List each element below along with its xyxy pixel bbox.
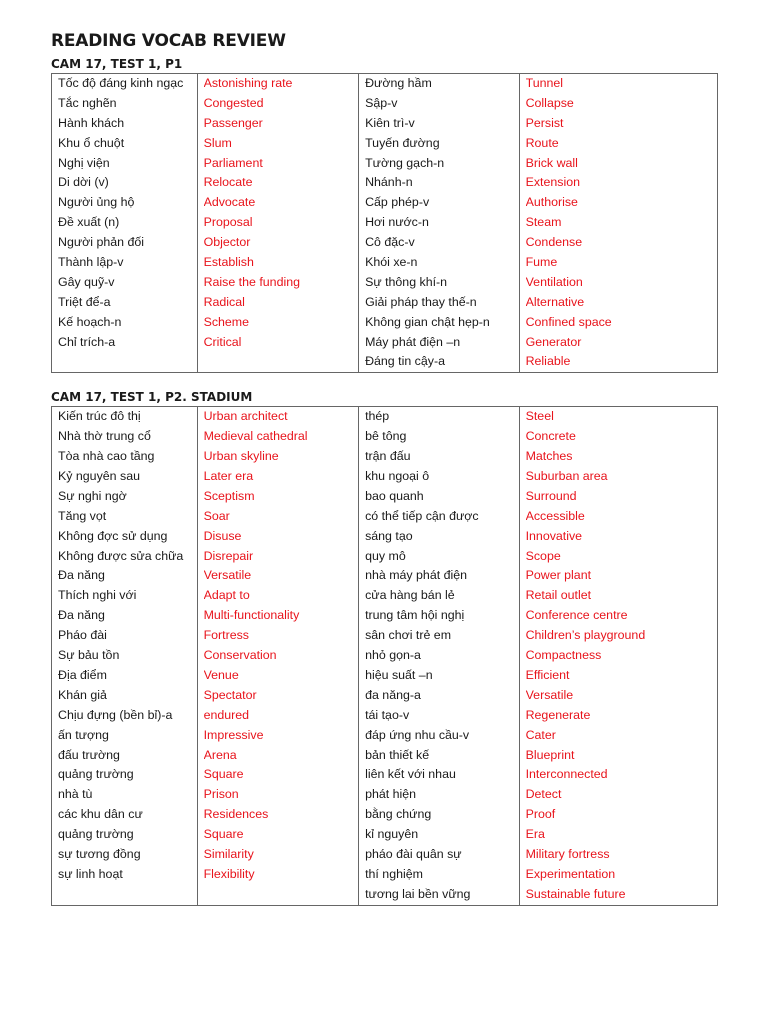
english-term: Astonishing rate xyxy=(203,76,293,90)
vietnamese-term: Tăng vọt xyxy=(58,508,107,523)
english-term: Versatile xyxy=(203,568,252,583)
english-term: Urban architect xyxy=(203,409,288,424)
english-term: Arena xyxy=(203,747,237,762)
vietnamese-term: Khán giả xyxy=(58,687,107,702)
vietnamese-term: liên kết với nhau xyxy=(365,767,456,782)
vietnamese-term: Tường gạch-n xyxy=(365,155,445,170)
vietnamese-term: Nhánh-n xyxy=(365,175,413,190)
english-column-left xyxy=(197,407,359,904)
english-term: Soar xyxy=(203,508,230,523)
vietnamese-term: Cô đặc-v xyxy=(365,235,415,250)
vietnamese-term: Sự bảu tồn xyxy=(58,648,120,663)
document-title: READING VOCAB REVIEW xyxy=(51,31,286,51)
english-term: Versatile xyxy=(525,687,574,702)
vietnamese-term: trung tâm hội nghị xyxy=(365,608,465,623)
english-term: Authorise xyxy=(525,195,578,210)
vietnamese-term: tái tạo-v xyxy=(365,707,410,722)
english-term: Efficient xyxy=(525,667,570,682)
vietnamese-term: Đáng tin cậy-a xyxy=(365,354,445,369)
english-term: Parliament xyxy=(203,155,263,170)
english-term: Experimentation xyxy=(525,866,616,881)
english-term: Sceptism xyxy=(203,488,255,503)
vietnamese-term: bản thiết kế xyxy=(365,747,430,762)
english-term: Prison xyxy=(203,787,239,802)
vietnamese-term: Tốc độ đáng kinh ngạc xyxy=(58,76,184,90)
english-term: Compactness xyxy=(525,648,602,663)
english-term: Impressive xyxy=(203,727,264,742)
english-term: Proposal xyxy=(203,215,253,230)
english-term: Steel xyxy=(525,409,554,424)
english-term: Alternative xyxy=(525,294,585,309)
vietnamese-term: đấu trường xyxy=(58,747,120,762)
vietnamese-term: đa năng-a xyxy=(365,687,421,702)
english-term: Conservation xyxy=(203,648,277,663)
english-column-left xyxy=(197,74,359,372)
vietnamese-term: Kỷ nguyên sau xyxy=(58,469,140,484)
document-page xyxy=(51,30,718,906)
vietnamese-term: Địa điểm xyxy=(58,667,107,682)
vietnamese-term: ấn tượng xyxy=(58,727,109,742)
vietnamese-term: kỉ nguyên xyxy=(365,827,419,842)
section-1-title: CAM 17, TEST 1, P1 xyxy=(51,57,183,71)
english-term: Brick wall xyxy=(525,155,578,170)
english-term: Radical xyxy=(203,294,245,309)
english-term: Detect xyxy=(525,787,562,802)
english-term: Retail outlet xyxy=(525,588,592,603)
english-term: Sustainable future xyxy=(525,886,626,901)
vietnamese-term: Kiến trúc đô thị xyxy=(58,409,141,424)
vietnamese-term: đáp ứng nhu cầu-v xyxy=(365,727,470,742)
english-term: Military fortress xyxy=(525,846,610,861)
vietnamese-term: Pháo đài xyxy=(58,628,107,643)
english-term: Square xyxy=(203,767,244,782)
vietnamese-term: Không gian chật hẹp-n xyxy=(365,314,490,329)
english-term: Scope xyxy=(525,548,561,563)
vietnamese-term: sự linh hoạt xyxy=(58,866,123,881)
vietnamese-column-right xyxy=(358,74,519,372)
vietnamese-term: sự tương đồng xyxy=(58,846,141,861)
vietnamese-term: bao quanh xyxy=(365,488,424,503)
english-term: Generator xyxy=(525,334,582,349)
section-2-title: CAM 17, TEST 1, P2. STADIUM xyxy=(51,390,253,405)
vietnamese-term: Giải pháp thay thế-n xyxy=(365,294,477,309)
english-term: Regenerate xyxy=(525,707,591,722)
vietnamese-term: Đề xuất (n) xyxy=(58,215,120,230)
vietnamese-term: Sập-v xyxy=(365,95,398,110)
vietnamese-term: Không được sửa chữa xyxy=(58,548,184,563)
english-term: Later era xyxy=(203,469,254,484)
english-term: Route xyxy=(525,135,559,150)
english-term: Relocate xyxy=(203,175,253,190)
vietnamese-term: quy mô xyxy=(365,548,406,563)
vietnamese-term: cửa hàng bán lẻ xyxy=(365,588,455,603)
vietnamese-term: Đa năng xyxy=(58,568,105,583)
vietnamese-term: Thích nghi với xyxy=(58,588,137,603)
english-term: Matches xyxy=(525,449,573,464)
vietnamese-term: Khu ổ chuột xyxy=(58,135,125,150)
english-term: Persist xyxy=(525,115,564,130)
english-term: Surround xyxy=(525,488,577,503)
vietnamese-term: Sự thông khí-n xyxy=(365,274,448,289)
vietnamese-term: nhỏ gọn-a xyxy=(365,648,421,663)
vietnamese-term: quảng trường xyxy=(58,767,134,782)
english-term: Collapse xyxy=(525,95,574,110)
english-term: Proof xyxy=(525,807,556,822)
english-term: Confined space xyxy=(525,314,612,329)
vietnamese-term: sáng tạo xyxy=(365,528,413,543)
english-term: Blueprint xyxy=(525,747,575,762)
english-term: Square xyxy=(203,827,244,842)
english-term: Steam xyxy=(525,215,562,230)
english-term: Fortress xyxy=(203,628,249,643)
english-column-right xyxy=(519,74,717,372)
vietnamese-term: Gây quỹ-v xyxy=(58,274,115,289)
vietnamese-term: Tắc nghẽn xyxy=(58,95,117,110)
vocab-table-section-2 xyxy=(51,406,718,905)
english-term: Children’s playground xyxy=(525,628,646,643)
vietnamese-term: Máy phát điện –n xyxy=(365,334,461,349)
vietnamese-term: Sự nghi ngờ xyxy=(58,488,127,503)
vietnamese-term: Đa năng xyxy=(58,608,105,623)
english-term: Flexibility xyxy=(203,866,255,881)
vietnamese-term: thép xyxy=(365,409,390,424)
vietnamese-term: Không đợc sử dụng xyxy=(58,528,168,543)
english-term: Multi-functionality xyxy=(203,608,300,623)
vietnamese-column-left xyxy=(52,74,197,372)
vietnamese-column-left xyxy=(52,407,197,904)
vietnamese-term: pháo đài quân sự xyxy=(365,846,462,861)
vietnamese-term: phát hiện xyxy=(365,787,417,802)
vietnamese-term: tương lai bền vững xyxy=(365,886,471,901)
english-column-right xyxy=(519,407,717,904)
vietnamese-term: Di dời (v) xyxy=(58,175,109,190)
english-term: Cater xyxy=(525,727,556,742)
english-term: Objector xyxy=(203,235,251,250)
vietnamese-term: hiệu suất –n xyxy=(365,667,433,682)
vietnamese-term: Cấp phép-v xyxy=(365,195,430,210)
vietnamese-term: Nhà thờ trung cổ xyxy=(58,429,151,444)
english-term: Similarity xyxy=(203,846,254,861)
english-term: Accessible xyxy=(525,508,585,523)
vietnamese-term: Người ủng hộ xyxy=(58,195,135,210)
vietnamese-column-right xyxy=(358,407,519,904)
vietnamese-term: có thể tiếp cận được xyxy=(365,508,479,523)
vietnamese-term: Kiên trì-v xyxy=(365,115,415,130)
english-term: Slum xyxy=(203,135,232,150)
english-term: Advocate xyxy=(203,195,256,210)
vocab-table-section-1 xyxy=(51,73,718,373)
english-term: Critical xyxy=(203,334,242,349)
vietnamese-term: Đường hầm xyxy=(365,76,432,90)
vietnamese-term: bê tông xyxy=(365,429,407,444)
vietnamese-term: nhà tù xyxy=(58,787,93,802)
english-term: Residences xyxy=(203,807,269,822)
vietnamese-term: bằng chứng xyxy=(365,807,432,822)
english-term: Power plant xyxy=(525,568,592,583)
vietnamese-term: Hơi nước-n xyxy=(365,215,429,230)
vietnamese-term: nhà máy phát điện xyxy=(365,568,468,583)
english-term: Scheme xyxy=(203,314,250,329)
english-term: endured xyxy=(203,707,250,722)
english-term: Venue xyxy=(203,667,239,682)
english-term: Era xyxy=(525,827,545,842)
vietnamese-term: Khói xe-n xyxy=(365,255,418,270)
english-term: Ventilation xyxy=(525,274,583,289)
english-term: Establish xyxy=(203,255,254,270)
english-term: Concrete xyxy=(525,429,576,444)
english-term: Raise the funding xyxy=(203,274,301,289)
english-term: Spectator xyxy=(203,687,257,702)
vietnamese-term: thí nghiệm xyxy=(365,866,423,881)
vietnamese-term: Tuyến đường xyxy=(365,135,440,150)
english-term: Innovative xyxy=(525,528,583,543)
english-term: Tunnel xyxy=(525,76,564,90)
english-term: Disrepair xyxy=(203,548,254,563)
english-term: Adapt to xyxy=(203,588,250,603)
english-term: Fume xyxy=(525,255,558,270)
vietnamese-term: Chỉ trích-a xyxy=(58,334,116,349)
english-term: Extension xyxy=(525,175,581,190)
vietnamese-term: quảng trường xyxy=(58,827,134,842)
vietnamese-term: Nghị viện xyxy=(58,155,110,170)
english-term: Passenger xyxy=(203,115,263,130)
english-term: Disuse xyxy=(203,528,242,543)
english-term: Condense xyxy=(525,235,583,250)
english-term: Interconnected xyxy=(525,767,608,782)
vietnamese-term: Thành lập-v xyxy=(58,255,124,270)
vietnamese-term: trận đấu xyxy=(365,449,411,464)
english-term: Suburban area xyxy=(525,469,608,484)
vietnamese-term: Triệt để-a xyxy=(58,294,111,309)
vietnamese-term: các khu dân cư xyxy=(58,807,143,822)
english-term: Medieval cathedral xyxy=(203,429,308,444)
vietnamese-term: Người phản đối xyxy=(58,235,144,250)
english-term: Reliable xyxy=(525,354,571,369)
vietnamese-term: Kế hoạch-n xyxy=(58,314,122,329)
english-term: Congested xyxy=(203,95,264,110)
vietnamese-term: Chịu đựng (bền bỉ)-a xyxy=(58,707,173,722)
vietnamese-term: sân chơi trẻ em xyxy=(365,628,452,643)
english-term: Urban skyline xyxy=(203,449,279,464)
vietnamese-term: Hành khách xyxy=(58,115,125,130)
vietnamese-term: Tòa nhà cao tầng xyxy=(58,449,155,464)
vietnamese-term: khu ngoại ô xyxy=(365,469,430,484)
english-term: Conference centre xyxy=(525,608,628,623)
